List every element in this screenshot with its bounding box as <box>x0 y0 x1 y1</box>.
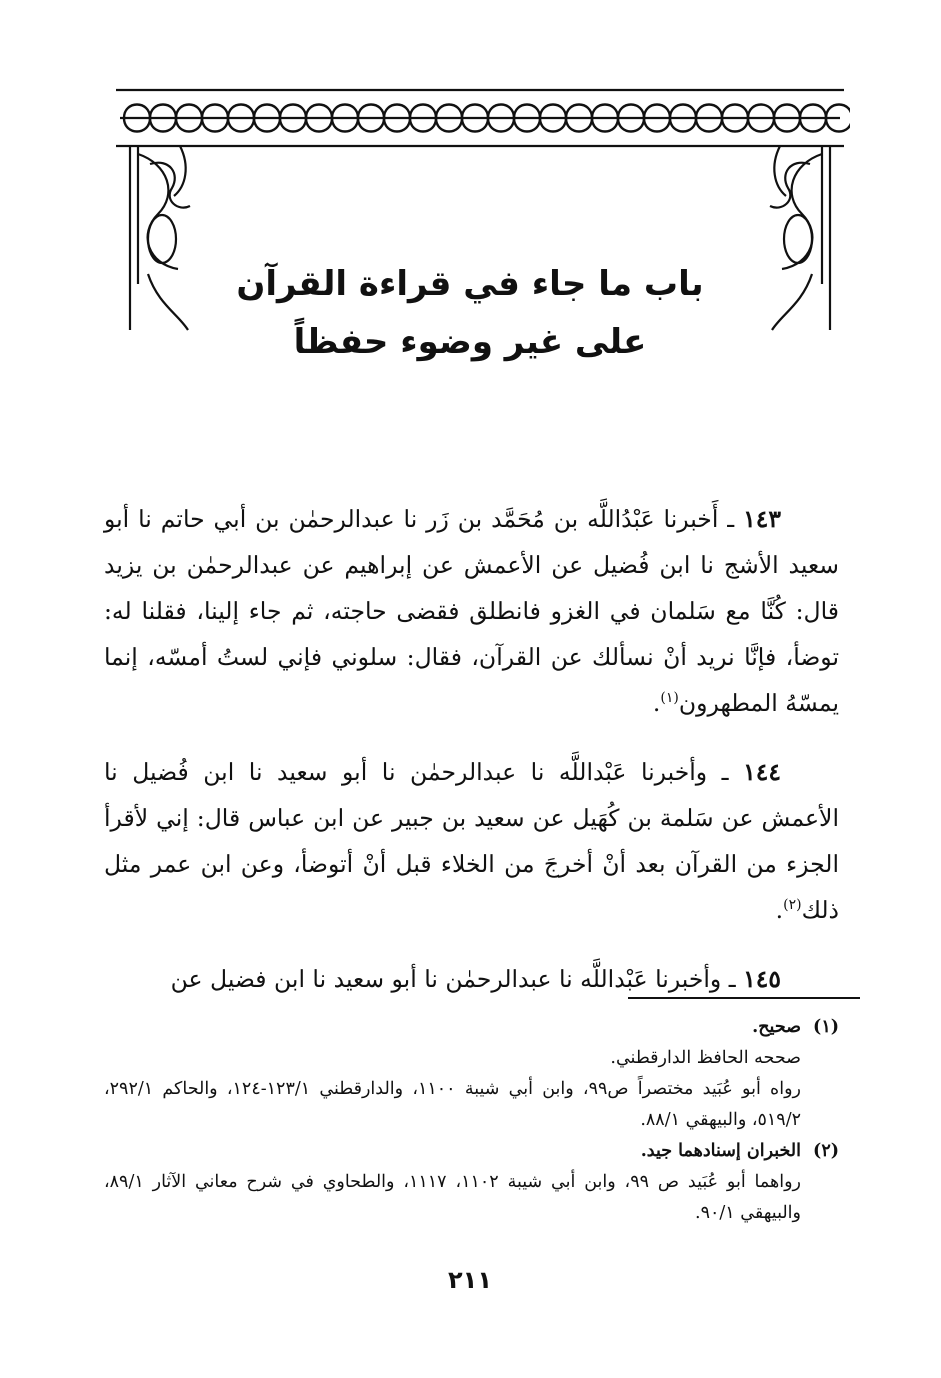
footnote-heading: صحيح. <box>752 1017 801 1037</box>
sentence-end: . <box>775 896 784 924</box>
footnote-mark: (٢) <box>813 1141 839 1161</box>
footnote-line: صححه الحافظ الدارقطني. <box>610 1048 801 1068</box>
hadith-text: ـ وأخبرنا عَبْداللَّه نا عبدالرحمٰن نا أبو سعيد نا ابن فُضيل نا الأعمش عن سَلمة بن كُهَيل عن سعيد بن جبير عن ابن عباس قال: إني لأقرأ الجزء من القرآن بعد أنْ أخرجَ من الخلاء قبل أنْ أتوضأ، وعن ابن عمر مثل ذلك <box>104 758 839 924</box>
hadith-number: ١٤٥ <box>743 965 781 993</box>
footnote-heading: الخبران إسنادهما جيد. <box>640 1141 801 1161</box>
footnote-ref[interactable]: (٢) <box>783 897 802 914</box>
hadith-paragraph <box>104 496 839 726</box>
hadith-text: ـ أَخبرنا عَبْدُاللَّه بن مُحَمَّد بن زَر نا عبدالرحمٰن بن أبي حاتم نا أبو سعيد الأشج نا ابن فُضيل عن الأعمش عن إبراهيم عن عبدالرحمٰن بن يزيد قال: كُنَّا مع سَلمان في الغزو فانطلق فقضى حاجته، ثم جاء إلينا، فقلنا له: توضأ، فإنَّا نريد أنْ نسألك عن القرآن، فقال: سلوني فإني لستُ أمسّه، إنما يمسّهُ المطهرون <box>104 505 839 717</box>
footnote-line: رواه أبو عُبَيد مختصراً ص٩٩، وابن أبي شيبة ١١٠٠، والدارقطني ١٢٣/١-١٢٤، والحاكم ٢٩٢/١، ٥١٩/٢، والبيهقي ٨٨/١. <box>104 1079 801 1130</box>
chapter-title-line-2: على غير وضوء حفظاً <box>293 322 647 362</box>
hadith-number: ١٤٣ <box>743 505 781 533</box>
footnote-item <box>104 1136 839 1229</box>
footnote-line: رواهما أبو عُبَيد ص ٩٩، وابن أبي شيبة ١١٠٢، ١١١٧، والطحاوي في شرح معاني الآثار ٨٩/١، والبيهقي ٩٠/١. <box>104 1172 802 1223</box>
hadith-paragraph <box>104 956 839 1002</box>
main-text <box>104 496 839 1025</box>
footnote-ref[interactable]: (١) <box>660 690 679 707</box>
footnote-separator <box>628 997 860 999</box>
footnotes <box>104 1012 839 1229</box>
hadith-number: ١٤٤ <box>743 758 781 786</box>
footnote-mark: (١) <box>813 1017 839 1037</box>
hadith-text: ـ وأخبرنا عَبْداللَّه نا عبدالرحمٰن نا أبو سعيد نا ابن فضيل عن <box>170 965 736 993</box>
page-number: ٢١١ <box>448 1266 492 1294</box>
chapter-title-line-1: باب ما جاء في قراءة القرآن <box>236 264 704 304</box>
footnote-item <box>104 1012 839 1136</box>
hadith-paragraph <box>104 749 839 933</box>
sentence-end: . <box>652 689 661 717</box>
